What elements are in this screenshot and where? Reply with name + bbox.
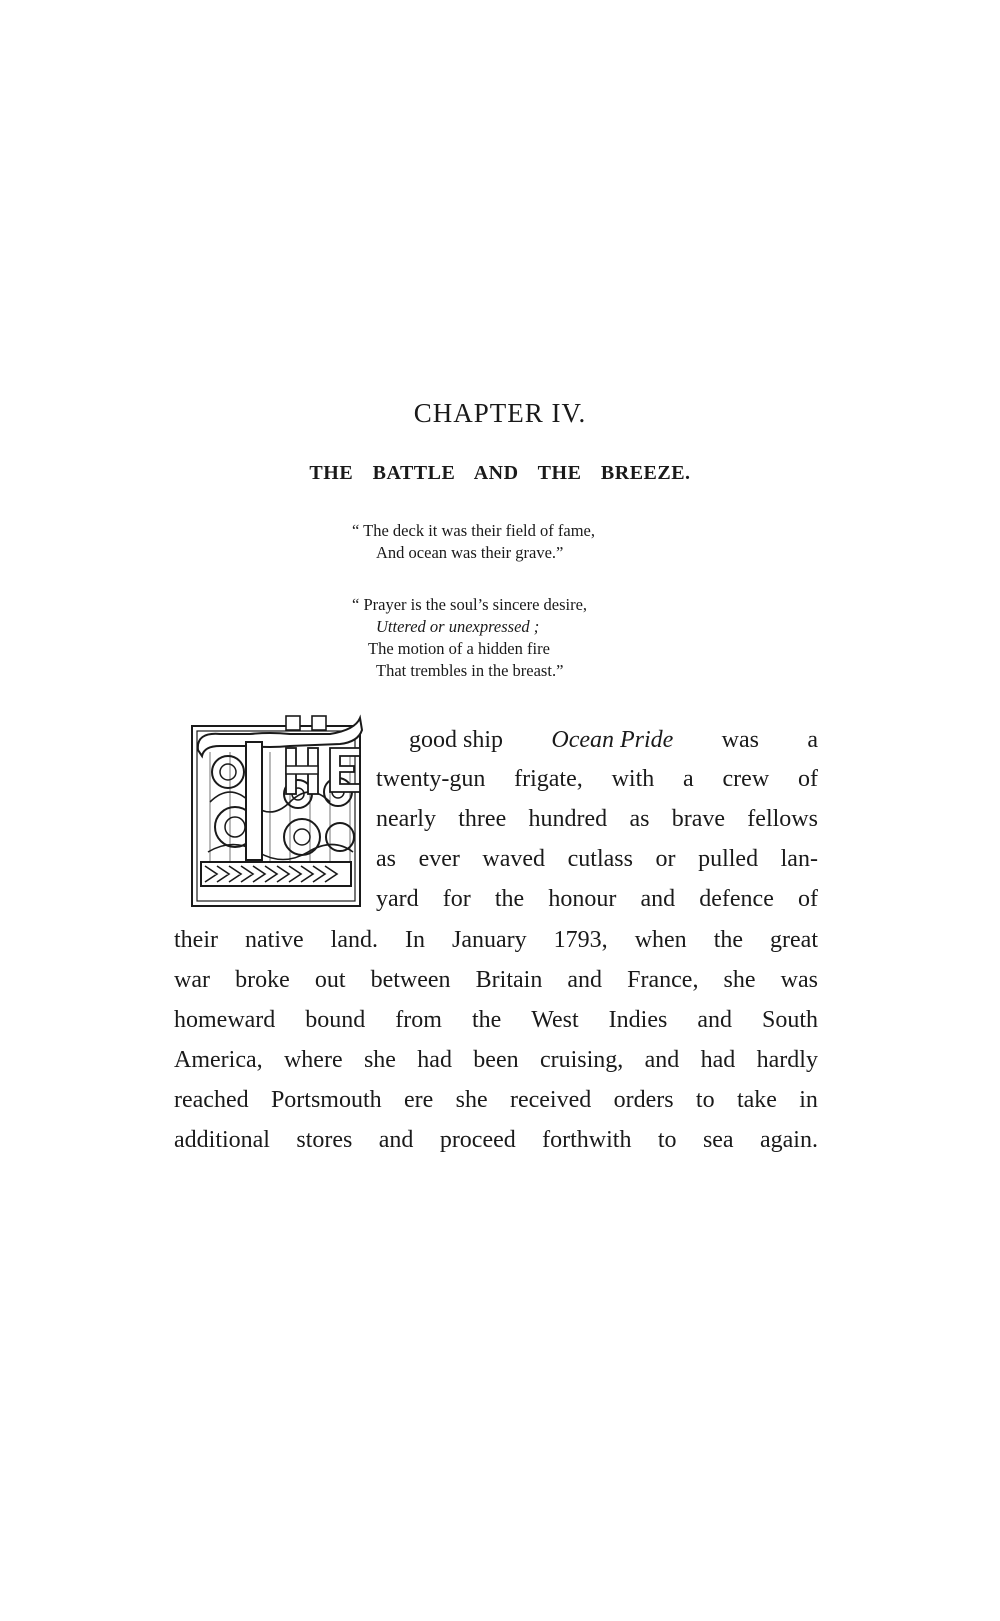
paragraph-line <box>174 1127 818 1154</box>
word: out <box>314 967 346 993</box>
word: been <box>473 1047 519 1073</box>
epigraph-line: And ocean was their grave.” <box>376 543 564 562</box>
word: South <box>761 1007 818 1033</box>
word: as <box>629 806 650 832</box>
word: Portsmouth <box>270 1087 382 1113</box>
word: the <box>713 927 744 953</box>
word: bound <box>305 1007 366 1033</box>
chapter-title: THE BATTLE AND THE BREEZE. <box>309 462 691 484</box>
word: waved <box>482 846 546 872</box>
word: twenty-gun <box>376 766 486 792</box>
epigraph-line: The motion of a hidden fire <box>368 639 550 658</box>
word: America, <box>174 1047 263 1073</box>
word: orders <box>613 1087 674 1113</box>
epigraph-2 <box>352 594 587 682</box>
word: she <box>723 967 756 993</box>
word: where <box>283 1047 343 1073</box>
word: ever <box>418 846 460 872</box>
word: France, <box>627 967 699 993</box>
word: reached <box>174 1087 249 1113</box>
word: received <box>509 1087 592 1113</box>
paragraph-line <box>376 846 818 873</box>
word: In <box>405 927 425 953</box>
word: lan- <box>780 846 818 872</box>
word: January <box>452 927 527 953</box>
word: when <box>634 927 687 953</box>
word: nearly <box>376 806 436 832</box>
word: honour <box>548 886 617 912</box>
word: the <box>471 1007 502 1033</box>
word: hundred <box>528 806 608 832</box>
paragraph-line <box>409 727 818 754</box>
word: take <box>736 1087 777 1113</box>
word: additional <box>174 1127 270 1153</box>
word: pulled <box>698 846 759 872</box>
word: hardly <box>756 1047 818 1073</box>
word: between <box>370 967 451 993</box>
paragraph-line <box>174 927 818 954</box>
word: native <box>245 927 304 953</box>
word: crew <box>722 766 770 792</box>
word: war <box>174 967 210 993</box>
word: three <box>458 806 507 832</box>
word: fellows <box>747 806 818 832</box>
epigraph-line: “ Prayer is the soul’s sincere desire, <box>352 595 588 614</box>
word: and <box>378 1127 414 1153</box>
word: for <box>442 886 471 912</box>
word: she <box>455 1087 488 1113</box>
line-fragment: a <box>807 727 818 753</box>
word: Britain <box>475 967 543 993</box>
ornamental-initial-icon <box>190 712 366 908</box>
word: was <box>780 967 818 993</box>
word: had <box>417 1047 452 1073</box>
word: proceed <box>439 1127 516 1153</box>
word: in <box>799 1087 818 1113</box>
word: yard <box>376 886 419 912</box>
word: a <box>683 766 694 792</box>
paragraph-line <box>376 766 818 793</box>
word: cruising, <box>539 1047 624 1073</box>
word: sea <box>702 1127 734 1153</box>
word: from <box>395 1007 442 1033</box>
word: she <box>363 1047 396 1073</box>
word: Indies <box>608 1007 668 1033</box>
paragraph-line <box>174 1087 818 1114</box>
word: of <box>797 766 818 792</box>
paragraph-line <box>174 1047 818 1074</box>
line-fragment: was <box>721 727 759 753</box>
paragraph-line <box>174 967 818 994</box>
word: as <box>376 846 396 872</box>
word: ere <box>403 1087 434 1113</box>
ship-name: Ocean Pride <box>551 727 674 753</box>
word: the <box>494 886 525 912</box>
word: again. <box>759 1127 818 1153</box>
word: land. <box>330 927 378 953</box>
word: of <box>797 886 818 912</box>
word: cutlass <box>567 846 633 872</box>
word: defence <box>699 886 774 912</box>
word: stores <box>296 1127 353 1153</box>
paragraph-line <box>174 1007 818 1034</box>
word: had <box>700 1047 736 1073</box>
word: and <box>697 1007 732 1033</box>
word: and <box>640 886 676 912</box>
paragraph-line <box>376 806 818 833</box>
word: to <box>657 1127 677 1153</box>
epigraph-line: That trembles in the breast.” <box>376 661 564 680</box>
word: their <box>174 927 218 953</box>
word: homeward <box>174 1007 276 1033</box>
word: forthwith <box>542 1127 632 1153</box>
word: broke <box>235 967 290 993</box>
epigraph-1 <box>352 520 595 564</box>
word: West <box>531 1007 579 1033</box>
word: and <box>567 967 603 993</box>
word: great <box>770 927 818 953</box>
epigraph-line: “ The deck it was their field of fame, <box>352 521 595 540</box>
word: frigate, <box>514 766 583 792</box>
epigraph-line: Uttered or unexpressed ; <box>376 617 540 636</box>
chapter-heading: CHAPTER IV. <box>413 398 587 428</box>
line-fragment: good ship <box>409 727 504 753</box>
word: 1793, <box>553 927 608 953</box>
word: to <box>695 1087 715 1113</box>
word: and <box>644 1047 680 1073</box>
word: with <box>611 766 655 792</box>
word: brave <box>671 806 726 832</box>
paragraph-line <box>376 886 818 913</box>
word: or <box>655 846 676 872</box>
